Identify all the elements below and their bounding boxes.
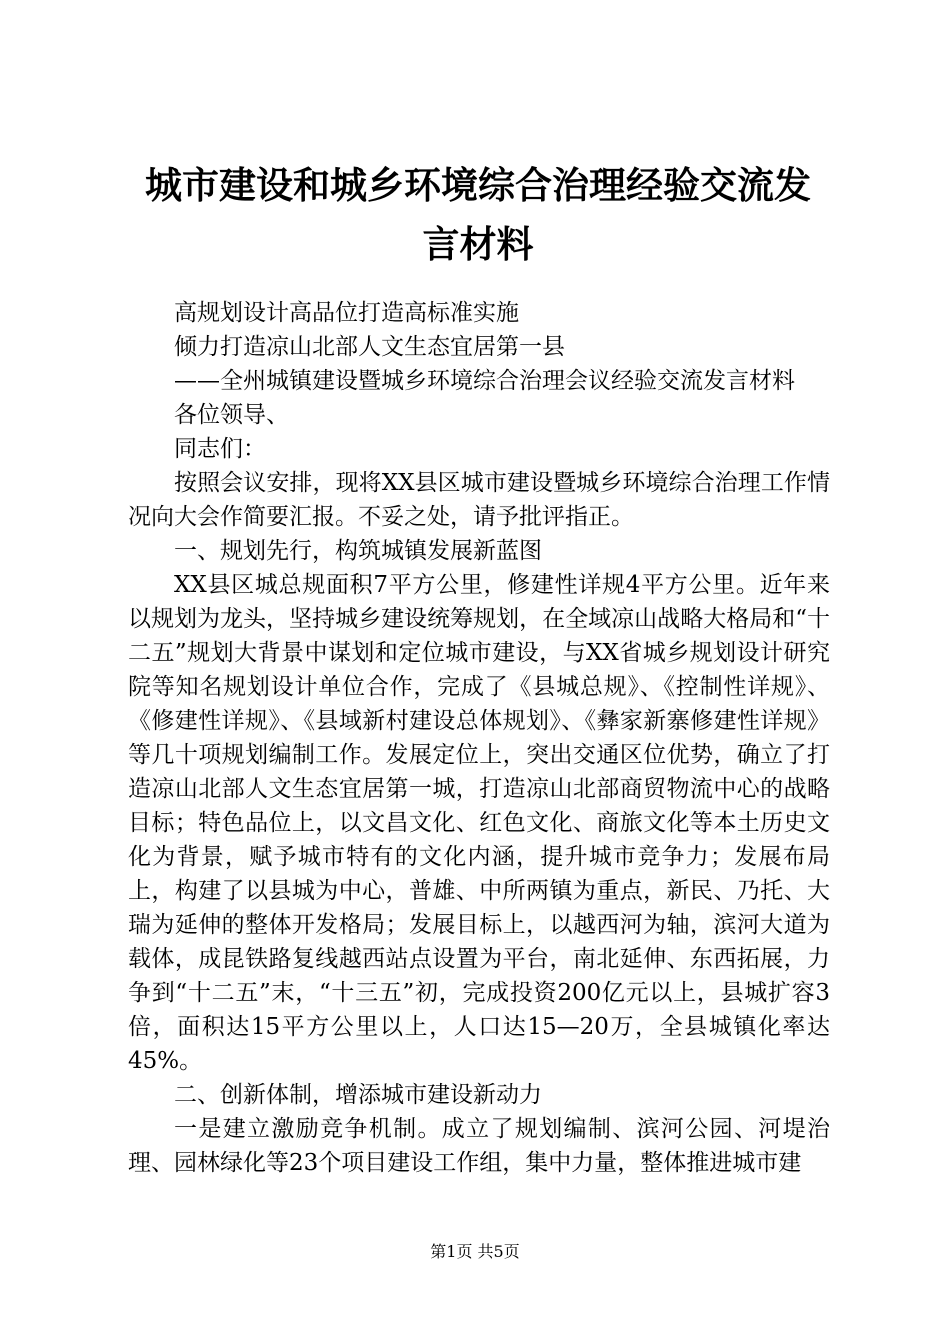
section-heading-2: 二、创新体制，增添城市建设新动力: [174, 1082, 542, 1108]
document-body: [128, 296, 830, 1180]
salutation-leaders: 各位领导、: [174, 402, 289, 428]
section-1-paragraph: XX县区城总规面积7平方公里，修建性详规4平方公里。近年来以规划为龙头，坚持城乡建设统筹规划，在全域凉山战略大格局和“十二五”规划大背景中谋划和定位城市建设，与XX省城乡规划设计研究院等知名规划设计单位合作，完成了《县城总规》、《控制性详规》、《修建性详规》、《县域新村建设总体规划》、《彝家新寨修建性详规》等几十项规划编制工作。发展定位上，突出交通区位优势，确立了打造凉山北部人文生态宜居第一城，打造凉山北部商贸物流中心的战略目标；特色品位上，以文昌文化、红色文化、商旅文化等本土历史文化为背景，赋予城市特有的文化内涵，提升城市竞争力；发展布局上，构建了以县城为中心，普雄、中所两镇为重点，新民、乃托、大瑞为延伸的整体开发格局；发展目标上，以越西河为轴，滨河大道为载体，成昆铁路复线越西站点设置为平台，南北延伸、东西拓展，力争到“十二五”末，“十三五”初，完成投资200亿元以上，县城扩容3倍，面积达15平方公里以上，人口达15—20万，全县城镇化率达45%。: [128, 572, 830, 1074]
intro-paragraph: 按照会议安排，现将XX县区城市建设暨城乡环境综合治理工作情况向大会作简要汇报。不妥之处，请予批评指正。: [128, 470, 830, 530]
subtitle-line-2: 倾力打造凉山北部人文生态宜居第一县: [174, 334, 565, 360]
subtitle-line-3: ——全州城镇建设暨城乡环境综合治理会议经验交流发言材料: [174, 368, 795, 394]
section-heading-1: 一、规划先行，构筑城镇发展新蓝图: [174, 538, 542, 564]
section-2-paragraph: 一是建立激励竞争机制。成立了规划编制、滨河公园、河堤治理、园林绿化等23个项目建设工作组，集中力量，整体推进城市建: [128, 1116, 830, 1176]
salutation-comrades: 同志们：: [174, 436, 266, 462]
page-footer: 第1页 共5页: [430, 1242, 520, 1261]
document-title: 城市建设和城乡环境综合治理经验交流发言材料: [145, 163, 811, 266]
subtitle-line-1: 高规划设计高品位打造高标准实施: [174, 300, 519, 326]
